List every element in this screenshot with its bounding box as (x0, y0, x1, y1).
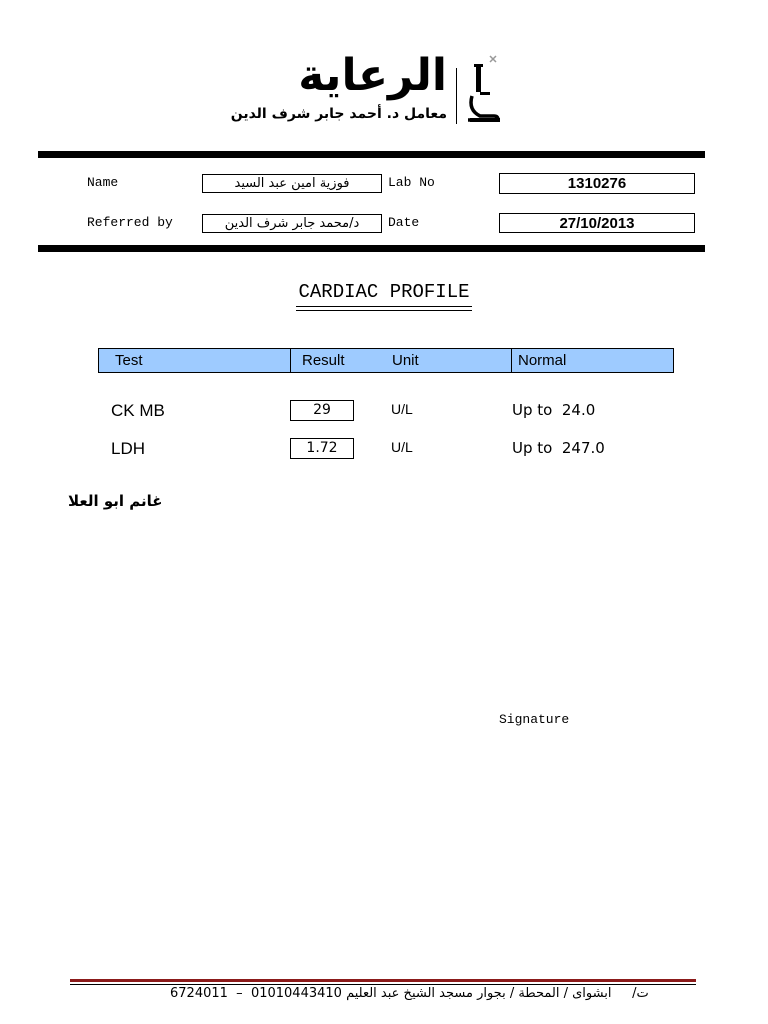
footer-rule (70, 979, 696, 982)
column-header-test: Test (115, 352, 143, 369)
signature-label: Signature (499, 712, 570, 727)
logo-separator (456, 68, 457, 124)
test-unit: U/L (391, 439, 413, 455)
referred-by-field: د/محمد جابر شرف الدين (202, 214, 382, 233)
referred-by-label: Referred by (87, 215, 173, 230)
test-result: 1.72 (290, 438, 354, 459)
normal-value: 24.0 (561, 401, 596, 419)
test-name: LDH (111, 439, 146, 458)
footer-rule-thin (70, 984, 696, 985)
lab-brand-name: الرعاية (298, 50, 447, 101)
column-header-unit: Unit (392, 352, 419, 369)
test-normal-range (512, 439, 605, 457)
normal-prefix: Up to (512, 401, 553, 419)
doctor-name: غانم ابو العلا (68, 492, 163, 510)
date-field: 27/10/2013 (499, 213, 695, 233)
date-label: Date (388, 215, 420, 230)
footer-phone-label: ت/ (632, 986, 649, 1001)
lab-no-label: Lab No (388, 175, 435, 190)
column-header-result: Result (302, 352, 345, 369)
lab-subtitle: معامل د. أحمد جابر شرف الدين (230, 106, 447, 122)
footer-address: ابشواى / المحطة / بجوار مسجد الشيخ عبد العليم (346, 986, 612, 1001)
footer-phone-mobile: 01010443410 (250, 986, 342, 1001)
test-result: 29 (290, 400, 354, 421)
results-table-header (98, 348, 674, 373)
column-header-normal: Normal (518, 352, 567, 369)
footer-contact (170, 986, 649, 1001)
test-normal-range (512, 401, 595, 419)
patient-name-field: فوزية امين عبد السيد (202, 174, 382, 193)
test-name: CK MB (111, 401, 165, 420)
header-bottom-rule (38, 245, 705, 252)
header-top-rule (38, 151, 705, 158)
normal-prefix: Up to (512, 439, 553, 457)
footer-dash: – (236, 986, 243, 1001)
lab-no-field: 1310276 (499, 173, 695, 194)
column-divider (511, 349, 512, 372)
lab-logo (230, 50, 505, 130)
footer-phone-land: 6724011 (170, 986, 228, 1001)
column-divider (290, 349, 291, 372)
microscope-icon (462, 52, 502, 128)
name-label: Name (87, 175, 119, 190)
test-unit: U/L (391, 401, 413, 417)
normal-value: 247.0 (561, 439, 605, 457)
report-title: CARDIAC PROFILE (0, 281, 768, 307)
